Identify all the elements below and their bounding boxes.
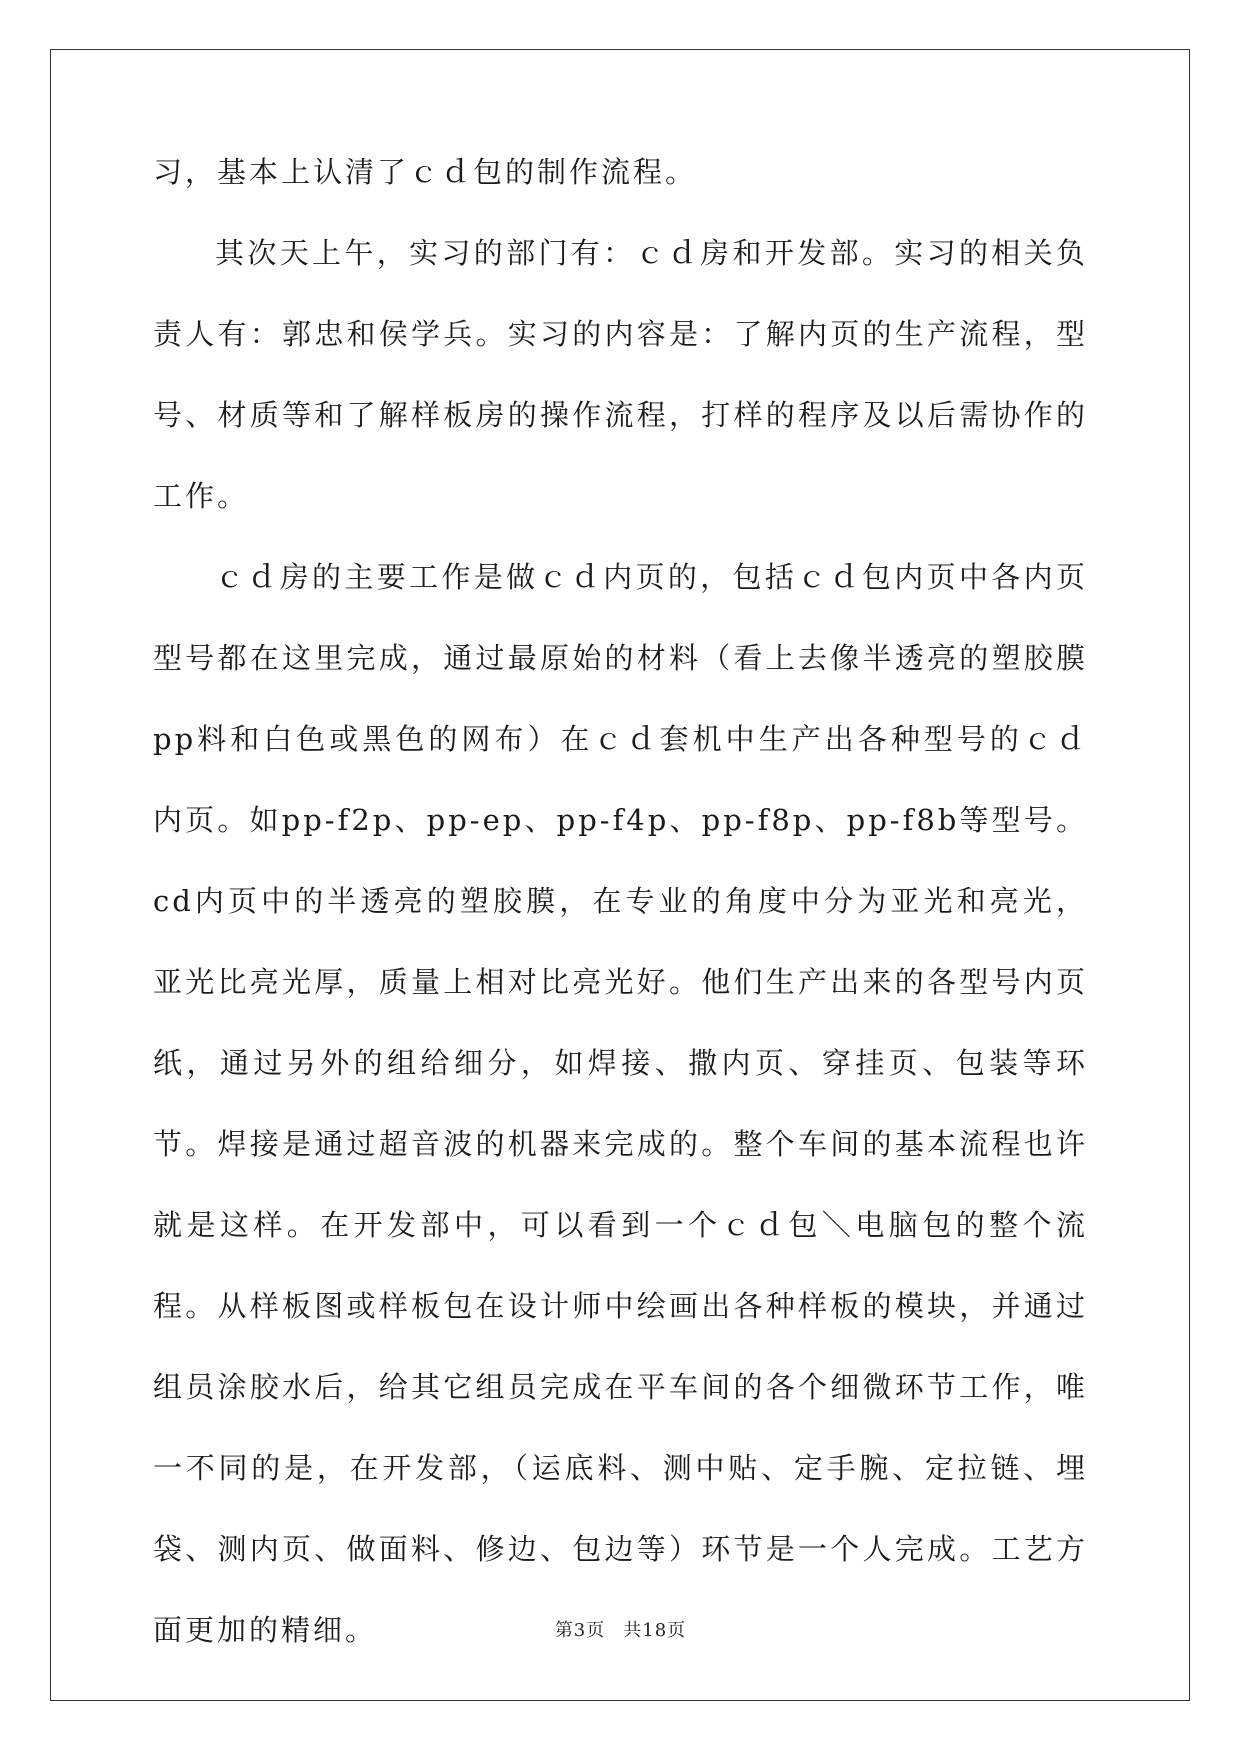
document-body	[153, 155, 1088, 1671]
paragraph-2: 其次天上午，实习的部门有：ｃｄ房和开发部。实习的相关负责人有：郭忠和侯学兵。实习的内容是：了解内页的生产流程，型号、材质等和了解样板房的操作流程，打样的程序及以后需协作的工作。	[153, 236, 1088, 513]
paragraph-3: ｃｄ房的主要工作是做ｃｄ内页的，包括ｃｄ包内页中各内页型号都在这里完成，通过最原始的材料（看上去像半透亮的塑胶膜pp料和白色或黑色的网布）在ｃｄ套机中生产出各种型号的ｃｄ内页。如pp-f2p、pp-ep、pp-f4p、pp-f8p、pp-f8b等型号。cd内页中的半透亮的塑胶膜，在专业的角度中分为亚光和亮光，亚光比亮光厚，质量上相对比亮光好。他们生产出来的各型号内页纸，通过另外的组给细分，如焊接、撒内页、穿挂页、包装等环节。焊接是通过超音波的机器来完成的。整个车间的基本流程也许就是这样。在开发部中，可以看到一个ｃｄ包＼电脑包的整个流程。从样板图或样板包在设计师中绘画出各种样板的模块，并通过组员涂胶水后，给其它组员完成在平车间的各个细微环节工作，唯一不同的是，在开发部，（运底料、测中贴、定手腕、定拉链、埋袋、测内页、做面料、修边、包边等）环节是一个人完成。工艺方面更加的精细。	[153, 560, 1088, 1647]
page-number-current: 第3页	[554, 1620, 606, 1641]
page-number-total: 共18页	[623, 1620, 687, 1641]
page-footer	[0, 1616, 1241, 1642]
paragraph-1: 习，基本上认清了ｃｄ包的制作流程。	[153, 155, 698, 189]
